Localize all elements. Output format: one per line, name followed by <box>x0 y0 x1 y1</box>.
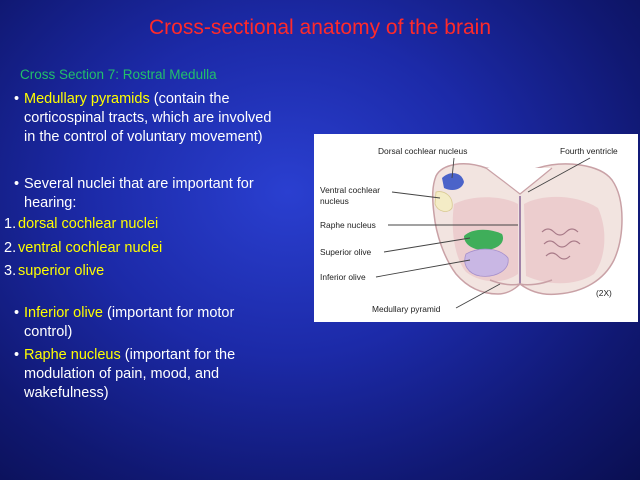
list-text: ventral cochlear nuclei <box>18 240 163 256</box>
term-medullary-pyramids: Medullary pyramids <box>24 91 150 107</box>
bullet-text: corticospinal tracts, which are involved <box>24 110 272 126</box>
label-medullary-pyramid: Medullary pyramid <box>372 304 441 314</box>
list-text: superior olive <box>18 263 105 279</box>
label-superior-olive: Superior olive <box>320 247 372 257</box>
bullet-inferior-olive <box>14 304 304 342</box>
medulla-cross-section-figure <box>314 134 638 322</box>
slide-subtitle: Cross Section 7: Rostral Medulla <box>20 67 217 82</box>
label-fourth-ventricle: Fourth ventricle <box>560 146 618 156</box>
bullet-text: (important for motor <box>102 305 235 321</box>
bullet-raphe-nucleus <box>14 346 304 403</box>
list-number: 1. <box>4 216 17 232</box>
bullet-hearing-nuclei <box>14 175 304 213</box>
bullet-text: hearing: <box>24 195 77 211</box>
list-item-dorsal-cochlear <box>4 215 158 234</box>
label-inferior-olive: Inferior olive <box>320 272 366 282</box>
bullet-text: control) <box>24 324 73 340</box>
list-number: 2. <box>4 240 17 256</box>
list-item-superior-olive <box>4 262 104 281</box>
bullet-text: wakefulness) <box>24 385 109 401</box>
label-ventral-cochlear-line1: Ventral cochlear <box>320 185 381 195</box>
list-number: 3. <box>4 263 17 279</box>
list-text: dorsal cochlear nuclei <box>18 216 159 232</box>
label-ventral-cochlear-line2: nucleus <box>320 196 349 206</box>
bullet-text: (important for the <box>120 347 236 363</box>
list-item-ventral-cochlear <box>4 239 162 258</box>
bullet-dot: • <box>14 347 20 363</box>
bullet-dot: • <box>14 305 20 321</box>
slide-title: Cross-sectional anatomy of the brain <box>149 16 491 39</box>
term-raphe-nucleus: Raphe nucleus <box>24 347 121 363</box>
bullet-medullary-pyramids <box>14 90 314 147</box>
medulla-diagram <box>314 134 638 322</box>
bullet-text: (contain the <box>149 91 230 107</box>
bullet-text: modulation of pain, mood, and <box>24 366 220 382</box>
bullet-dot: • <box>14 176 20 192</box>
label-raphe-nucleus: Raphe nucleus <box>320 220 376 230</box>
bullet-dot: • <box>14 91 20 107</box>
bullet-text: in the control of voluntary movement) <box>24 129 263 145</box>
label-magnification: (2X) <box>596 288 612 298</box>
label-dorsal-cochlear-nucleus: Dorsal cochlear nucleus <box>378 146 468 156</box>
bullet-text: Several nuclei that are important for <box>24 176 254 192</box>
term-inferior-olive: Inferior olive <box>24 305 103 321</box>
tegmentum-region <box>524 197 604 283</box>
